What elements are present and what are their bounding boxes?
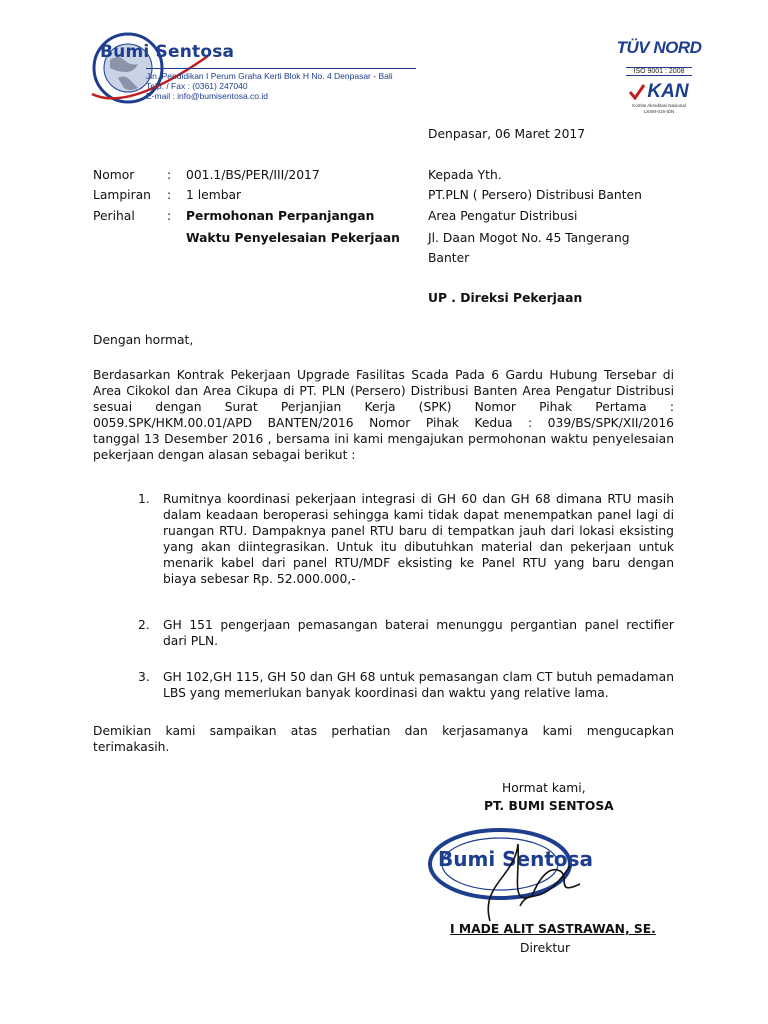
recipient-salutation: Kepada Yth. (428, 168, 502, 182)
list-item (163, 617, 674, 649)
stamp-text: Bumi Sentosa (438, 847, 594, 871)
item-line: GH 151 pengerjaan pemasangan baterai menunggu pergantian panel rectifier (163, 618, 674, 632)
signature-company: PT. BUMI SENTOSA (484, 799, 614, 813)
intro-line: tanggal 13 Desember 2016 , bersama ini kami mengajukan permohonan waktu penyelesaian (93, 432, 674, 446)
lampiran-value: 1 lembar (186, 188, 242, 202)
nomor-label: Nomor (93, 168, 135, 182)
item-line: GH 102,GH 115, GH 50 dan GH 68 untuk pemasangan clam CT butuh pemadaman (163, 670, 674, 684)
intro-line: sesuai dengan Surat Perjanjian Kerja (SPK) Nomor Pihak Pertama : (93, 400, 674, 414)
signer-title: Direktur (520, 941, 571, 955)
company-contact (146, 71, 393, 101)
kan-text: KAN (647, 81, 689, 102)
item-line: LBS yang memerlukan banyak koordinasi dan waktu yang relative lama. (163, 686, 609, 700)
intro-line: Area Cikokol dan Area Cikupa di PT. PLN (Persero) Distribusi Banten Area Pengatur Distribusi (93, 384, 674, 398)
list-item-number: 1. (138, 492, 150, 506)
item-line: menarik kabel dari panel RTU/MDF eksisting ke Panel RTU yang baru dengan (163, 556, 674, 570)
recipient-line3: Jl. Daan Mogot No. 45 Tangerang (428, 231, 630, 245)
perihal-line1: Permohonan Perpanjangan (186, 209, 375, 223)
tuv-nord-logo: TÜV NORD (616, 38, 702, 57)
signer-name: I MADE ALIT SASTRAWAN, SE. (450, 922, 656, 936)
list-item (163, 669, 674, 701)
kan-logo (604, 81, 714, 103)
list-item (163, 491, 674, 587)
company-address: Jln. Pendidikan I Perum Graha Kerti Blok H No. 4 Denpasar - Bali (146, 71, 393, 81)
certification-block (604, 38, 714, 115)
company-stamp-signature (420, 816, 610, 936)
closing-paragraph (93, 723, 674, 755)
nomor-value: 001.1/BS/PER/III/2017 (186, 168, 320, 182)
regards: Hormat kami, (502, 781, 586, 795)
intro-line: pekerjaan dengan alasan sebagai berikut : (93, 448, 356, 462)
closing-line: Demikian kami sampaikan atas perhatian dan kerjasamanya kami mengucapkan (93, 724, 674, 738)
item-line: dalam keadaan beroperasi sehingga kami tidak dapat menempatkan panel lagi di (163, 508, 674, 522)
letterhead-divider (146, 68, 416, 69)
company-name: Bumi Sentosa (100, 42, 235, 62)
company-phone: Telp. / Fax : (0361) 247040 (146, 81, 248, 91)
company-email: E-mail : info@bumisentosa.co.id (146, 91, 269, 101)
recipient-line1: PT.PLN ( Persero) Distribusi Banten (428, 188, 642, 202)
item-line: biaya sebesar Rp. 52.000.000,- (163, 572, 356, 586)
nomor-colon: : (167, 168, 172, 182)
perihal-colon: : (167, 209, 172, 223)
intro-paragraph (93, 367, 674, 463)
recipient-line4: Banter (428, 251, 470, 265)
perihal-line2: Waktu Penyelesaian Pekerjaan (186, 231, 400, 245)
kan-caption: Komite Akreditasi Nasional (632, 103, 686, 108)
list-item-number: 2. (138, 618, 150, 632)
iso-label: ISO 9001 : 2008 (626, 67, 693, 76)
lampiran-label: Lampiran (93, 188, 151, 202)
perihal-label: Perihal (93, 209, 135, 223)
greeting: Dengan hormat, (93, 333, 194, 347)
letter-date: Denpasar, 06 Maret 2017 (428, 127, 586, 141)
item-line: yang akan diintegrasikan. Untuk itu dibutuhkan material dan pekerjaan untuk (163, 540, 674, 554)
kan-code: LSSM-016-IDN (643, 109, 675, 114)
item-line: ruangan RTU. Dampaknya panel RTU baru di tempatkan jauh dari lokasi eksisting (163, 524, 674, 538)
closing-line: terimakasih. (93, 740, 170, 754)
recipient-up: UP . Direksi Pekerjaan (428, 291, 583, 305)
intro-line: 0059.SPK/HKM.00.01/APD BANTEN/2016 Nomor Pihak Kedua : 039/BS/SPK/XII/2016 (93, 416, 674, 430)
lampiran-colon: : (167, 188, 172, 202)
check-icon (629, 84, 645, 100)
item-line: Rumitnya koordinasi pekerjaan integrasi di GH 60 dan GH 68 dimana RTU masih (163, 492, 674, 506)
item-line: dari PLN. (163, 634, 219, 648)
intro-line: Berdasarkan Kontrak Pekerjaan Upgrade Fasilitas Scada Pada 6 Gardu Hubung Tersebar di (93, 368, 674, 382)
list-item-number: 3. (138, 670, 150, 684)
recipient-line2: Area Pengatur Distribusi (428, 209, 578, 223)
